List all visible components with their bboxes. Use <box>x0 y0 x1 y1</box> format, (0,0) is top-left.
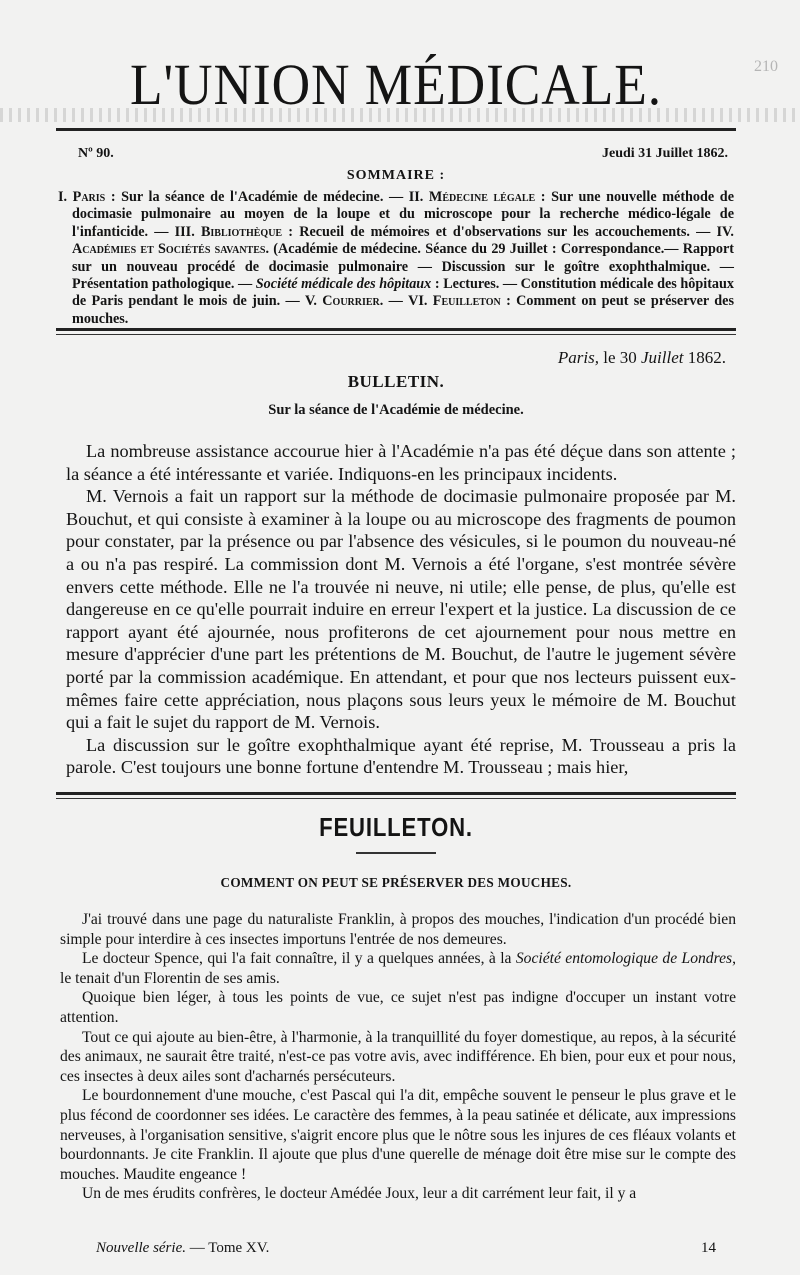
feuilleton-p2-a: Le docteur Spence, qui l'a fait connaître, il y a quelques années, à la <box>82 950 516 968</box>
sommaire-label-2: II. Médecine légale <box>408 189 536 205</box>
sommaire-text-2: : Sur une nouvelle méthode de docimasie pulmonaire au moyen de la loupe et du microscope pour la recherche médico-légale de l'infanticide. — <box>72 189 734 240</box>
bulletin-subtitle: Sur la séance de l'Académie de médecine. <box>268 402 524 418</box>
feuilleton-rule-top <box>56 792 736 795</box>
bulletin-date-month: Juillet <box>641 348 684 367</box>
bulletin-body <box>66 440 736 779</box>
sommaire-text-6: : Comment on peut se préserver des mouches. <box>72 293 734 327</box>
sommaire-italic-4: Société médicale des hôpitaux <box>255 276 432 293</box>
bulletin-paragraph: La nombreuse assistance accourue hier à l'Académie n'a pas été déçue dans son attente ; la séance a été intéressante et variée. Indiquons-en les principaux incidents. <box>66 441 736 484</box>
feuilleton-p2-italic: Société entomologique de Londres <box>515 950 733 968</box>
sommaire-text-4: . (Académie de médecine. Séance du 29 Juillet : Correspondance.— Rapport sur un nouveau procédé de docimasie pulmonaire — Discussion sur le goître exophthalmique. — Présentation pathologique. — <box>72 241 735 293</box>
feuilleton-paragraph: Le bourdonnement d'une mouche, c'est Pascal qui l'a dit, empêche souvent le penseur le plus grave et le plus fécond de coordonner ses idées. Le caractère des femmes, à la peau satinée et délicate, aux impressions nerveuses, à l'organisation sensitive, s'aigrit encore plus que le nôtre sous les injures de ces fléaux volants et bourdonnants. Je cite Franklin. Il ajoute que plus d'une querelle de ménage doit être mise sur le compte des mouches. Maudite engeance ! <box>60 1087 736 1183</box>
sommaire-rule-top <box>56 328 736 331</box>
sommaire-rule-bottom <box>56 334 736 335</box>
bulletin-date-year: 1862. <box>683 348 726 367</box>
corner-page-number: 210 <box>754 58 778 75</box>
feuilleton-title: FEUILLETON. <box>319 812 473 842</box>
feuilleton-subtitle: COMMENT ON PEUT SE PRÉSERVER DES MOUCHES. <box>220 875 572 890</box>
fleuron-divider <box>356 852 436 854</box>
feuilleton-paragraph: J'ai trouvé dans une page du naturaliste Franklin, à propos des mouches, l'indication d'un procédé bien simple pour interdire à ces insectes importuns l'entrée de nos demeures. <box>60 911 736 948</box>
bulletin-title: BULLETIN. <box>347 372 445 391</box>
sommaire-text-4b: : Lectures. — Constitution médicale des hôpitaux de Paris pendant le mois de juin. — <box>72 276 734 310</box>
issue-date: Jeudi 31 Juillet 1862. <box>601 146 728 161</box>
sommaire-text-3: : Recueil de mémoires et d'observations sur les accouchements. — <box>282 223 717 240</box>
bulletin-date-le: le 30 <box>598 348 642 367</box>
page-footer <box>96 1240 716 1257</box>
feuilleton-paragraph <box>60 949 736 988</box>
feuilleton-paragraph: Un de mes érudits confrères, le docteur Amédée Joux, leur a dit carrément leur fait, il y a <box>82 1185 637 1203</box>
sommaire-title: SOMMAIRE : <box>346 168 446 183</box>
bulletin-paragraph: M. Vernois a fait un rapport sur la méthode de docimasie pulmonaire proposée par M. Bouchut, et qui consiste à examiner à la loupe ou au microscope des fragments de poumon pour constater, par la présence ou par l'absence des vésicules, si le poumon du nouveau-né a ou n'a pas respiré. La commission dont M. Vernois a été l'organe, s'est montrée sévère envers cette méthode. Elle ne l'a trouvée ni neuve, ni utile; elle pense, de plus, qu'elle est dangereuse en ce qu'elle pourrait induire en erreur l'expert et la justice. La discussion de ce rapport ayant été ajournée, nous profiterons de cet ajournement pour nous mettre en mesure d'apprécier d'une part les prétentions de M. Bouchut, de l'autre le jugement sévère porté par la commission académique. En attendant, et pour que nos lecteurs puissent eux-mêmes faire cette appréciation, nous plaçons sous leurs yeux le mémoire de M. Bouchut qui a fait le sujet du rapport de M. Vernois. <box>66 486 736 733</box>
footer-series: Nouvelle série. <box>96 1240 186 1256</box>
bulletin-paragraph: La discussion sur le goître exophthalmique ayant été reprise, M. Trousseau a pris la parole. C'est toujours une bonne fortune d'entendre M. Trousseau ; mais hier, <box>66 734 736 778</box>
feuilleton-p2-b: , le tenait d'un Florentin de ses amis. <box>60 950 736 987</box>
sommaire-label-4: IV. Académies et Sociétés savantes <box>72 223 734 258</box>
sommaire-label-5: V. Courrier <box>305 293 380 310</box>
feuilleton-paragraph: Quoique bien léger, à tous les points de vue, ce sujet n'est pas indigne d'occuper un instant votre attention. <box>60 989 736 1026</box>
sommaire-text-5: . — <box>379 293 409 310</box>
footer-tome: — Tome XV. <box>185 1240 270 1256</box>
masthead-title: L'UNION MÉDICALE. <box>129 52 663 117</box>
feuilleton-paragraph: Tout ce qui ajoute au bien-être, à l'harmonie, à la tranquillité du foyer domestique, au repos, à la sécurité des animaux, ne saurait être traité, n'est-ce pas votre avis, avec indifférence. Eh bien, pour eux et pour nous, ces insectes à deux ailes sont d'acharnés persécuteurs. <box>60 1028 736 1085</box>
sommaire-text-1: : Sur la séance de l'Académie de médecine. — <box>105 189 409 205</box>
sommaire-label-6: VI. Feuilleton <box>408 293 501 310</box>
sommaire-label-3: III. Bibliothèque <box>174 223 283 240</box>
footer-folio: 14 <box>701 1240 716 1256</box>
bulletin-dateline <box>558 348 726 368</box>
feuilleton-body <box>60 910 736 1204</box>
sommaire-label-1: I. Paris <box>58 189 106 205</box>
sommaire-text <box>58 189 734 328</box>
feuilleton-rule-bottom <box>56 798 736 799</box>
masthead-rule <box>56 128 736 131</box>
bulletin-place: Paris, <box>557 348 599 367</box>
issue-number: Nº 90. <box>78 146 114 161</box>
